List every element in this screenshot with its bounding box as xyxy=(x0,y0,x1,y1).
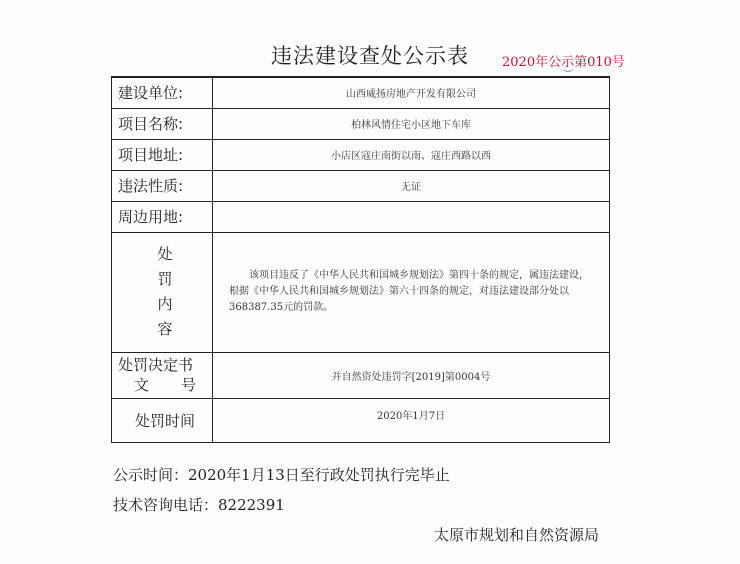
penalty-content-text: 该项目违反了《中华人民共和国城乡规划法》第四十条的规定，属违法建设，根据《中华人民共和国城乡规划法》第六十四条的规定，对违法建设部分处以368387.35元的罚款。 xyxy=(213,232,610,352)
publicity-time: 公示时间：2020年1月13日至行政处罚执行完毕止 xyxy=(113,466,450,484)
row-value: 无证 xyxy=(213,170,610,201)
row-label: 周边用地: xyxy=(112,201,213,232)
document-title: 违法建设查处公示表 xyxy=(271,44,469,68)
issuing-authority: 太原市规划和自然资源局 xyxy=(434,526,600,544)
decision-number: 并自然资处违罚字[2019]第0004号 xyxy=(213,352,610,398)
row-value: 山西威扬房地产开发有限公司 xyxy=(213,77,610,108)
row-value xyxy=(213,201,610,232)
handwritten-mark xyxy=(562,66,574,72)
row-label: 项目名称: xyxy=(112,108,213,139)
tech-phone: 技术咨询电话：8222391 xyxy=(113,496,285,514)
table-row xyxy=(112,108,610,139)
row-value: 柏林风情住宅小区地下车库 xyxy=(213,108,610,139)
penalty-table xyxy=(111,76,610,443)
table-row xyxy=(112,139,610,170)
table-row xyxy=(112,201,610,232)
penalty-time-label: 处罚时间 xyxy=(112,398,213,442)
row-label: 建设单位: xyxy=(112,77,213,108)
penalty-content-row xyxy=(112,232,610,352)
table-row xyxy=(112,170,610,201)
table-row xyxy=(112,77,610,108)
decision-label: 处罚决定书 文 号 xyxy=(112,352,213,398)
penalty-time-row xyxy=(112,398,610,442)
decision-row xyxy=(112,352,610,398)
row-value: 小店区寇庄南街以南、寇庄西路以西 xyxy=(213,139,610,170)
notice-number: 2020年公示第010号 xyxy=(502,55,625,70)
row-label: 违法性质: xyxy=(112,170,213,201)
row-label: 项目地址: xyxy=(112,139,213,170)
penalty-content-label: 处 罚 内 容 xyxy=(112,232,213,352)
penalty-time-value: 2020年1月7日 xyxy=(213,398,610,442)
